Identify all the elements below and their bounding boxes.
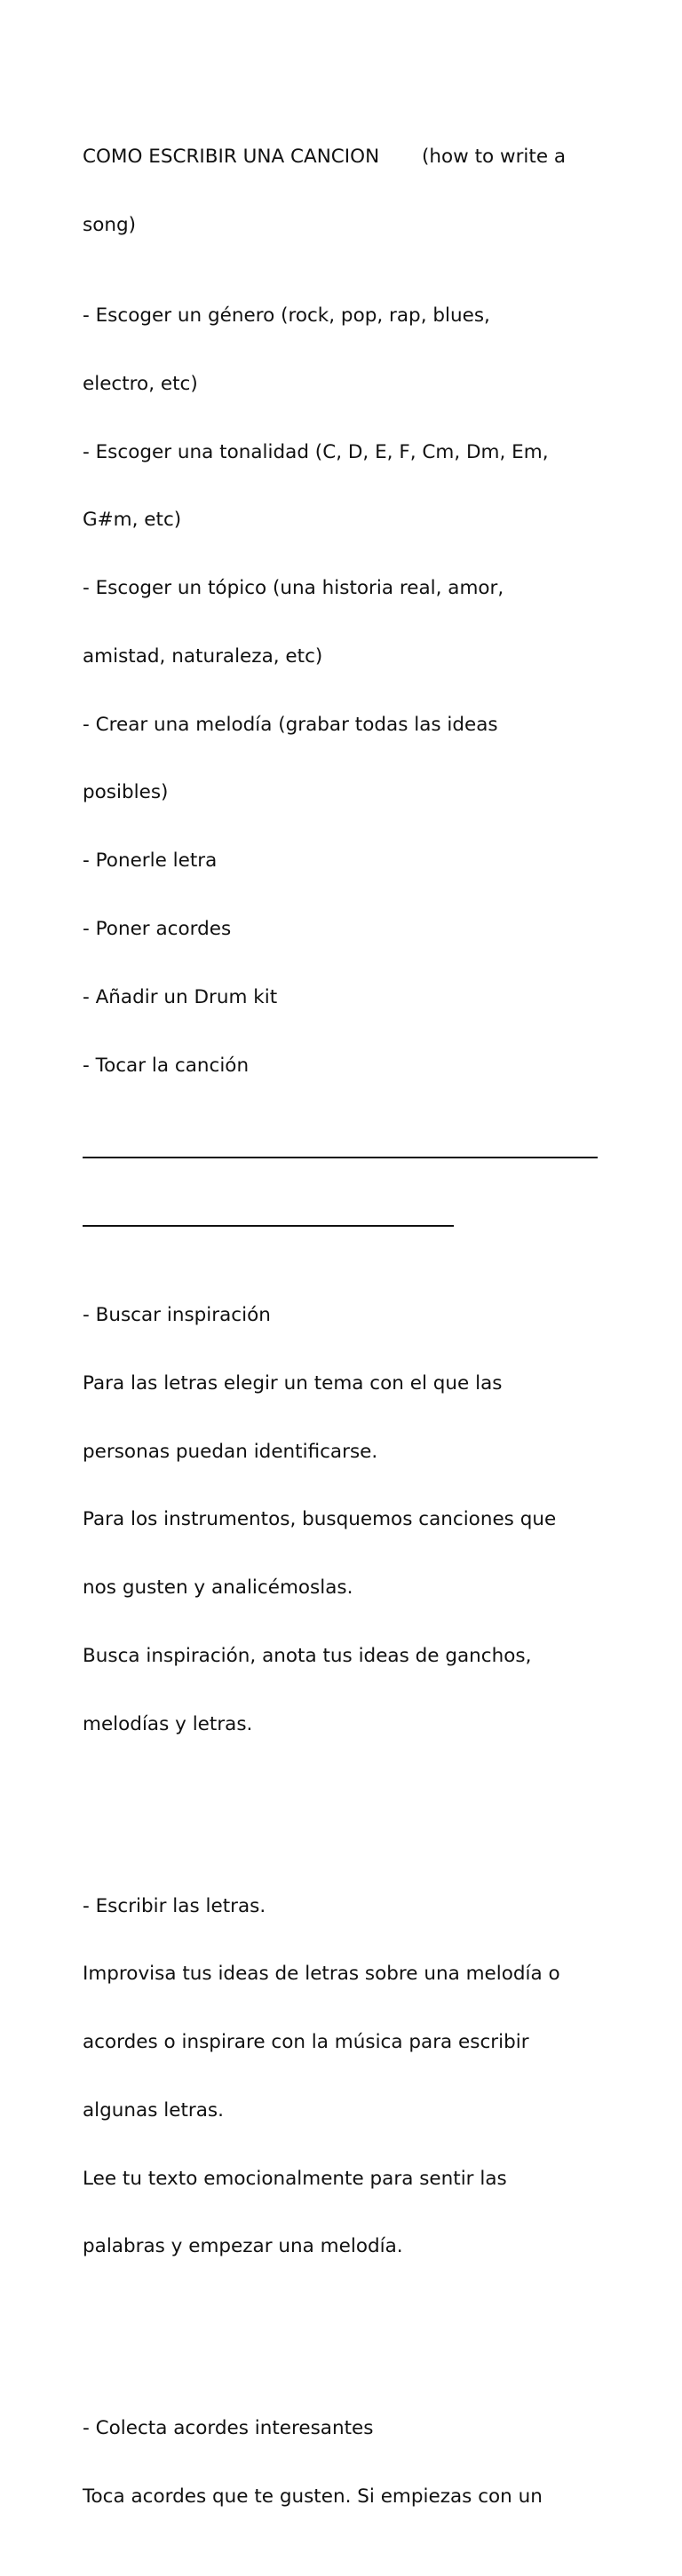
- step-line: amistad, naturaleza, etc): [83, 644, 323, 668]
- section-line: Para las letras elegir un tema con el que las: [83, 1371, 503, 1395]
- step-line: - Tocar la canción: [83, 1054, 250, 1077]
- rule-bar: [83, 1225, 454, 1227]
- blank-line: [83, 2327, 615, 2350]
- section-line: melodías y letras.: [83, 1712, 253, 1735]
- horizontal-rule-bottom: [83, 1213, 615, 1237]
- document-body: [83, 77, 615, 2576]
- step-line: - Añadir un Drum kit: [83, 985, 278, 1008]
- section-line: acordes o inspirare con la música para escribir: [83, 2031, 529, 2054]
- blank-line: [83, 1804, 615, 1827]
- document-subtitle: (how to write a: [422, 145, 567, 168]
- heading-gap: [379, 146, 422, 168]
- section-line: personas puedan identificarse.: [83, 1440, 378, 1463]
- section-line: - Colecta acordes interesantes: [83, 2417, 374, 2440]
- section-line: - Buscar inspiración: [83, 1304, 271, 1327]
- heading-line-2: [83, 214, 615, 237]
- section-line: - Escribir las letras.: [83, 1894, 266, 1917]
- section-line: Improvisa tus ideas de letras sobre una melodía o: [83, 1963, 560, 1986]
- section-line: Lee tu texto emocionalmente para sentir las: [83, 2167, 507, 2190]
- section-line: Busca inspiración, anota tus ideas de ganchos,: [83, 1644, 532, 1667]
- document-subtitle-cont: song): [83, 213, 137, 236]
- document-title: COMO ESCRIBIR UNA CANCION: [83, 145, 380, 168]
- step-line: electro, etc): [83, 372, 198, 395]
- section-line: palabras y empezar una melodía.: [83, 2235, 403, 2258]
- step-line: - Escoger un género (rock, pop, rap, blues,: [83, 304, 490, 327]
- section-line: Para los instrumentos, busquemos canciones que: [83, 1508, 557, 1531]
- section-line: algunas letras.: [83, 2098, 224, 2122]
- step-line: G#m, etc): [83, 509, 182, 532]
- heading-line: [83, 146, 615, 169]
- step-line: - Escoger una tonalidad (C, D, E, F, Cm, Dm, Em,: [83, 440, 549, 463]
- section-line: nos gusten y analicémoslas.: [83, 1576, 353, 1600]
- rule-bar: [83, 1157, 598, 1158]
- step-line: posibles): [83, 781, 169, 804]
- horizontal-rule-top: [83, 1145, 615, 1168]
- step-line: - Ponerle letra: [83, 849, 218, 873]
- step-line: - Escoger un tópico (una historia real, amor,: [83, 577, 504, 600]
- step-line: - Crear una melodía (grabar todas las ideas: [83, 713, 498, 736]
- section-line: Toca acordes que te gusten. Si empiezas con un: [83, 2485, 543, 2508]
- step-line: - Poner acordes: [83, 917, 232, 940]
